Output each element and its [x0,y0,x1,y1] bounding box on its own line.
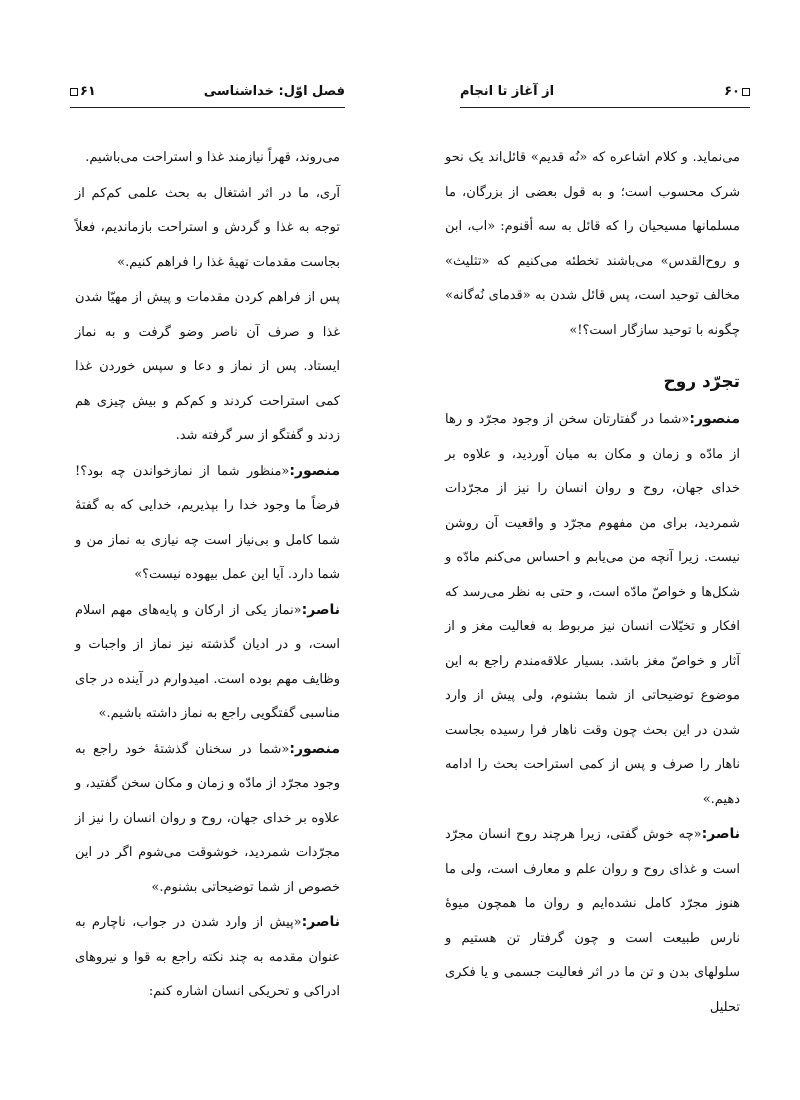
paragraph-text: می‌نماید. و کلام اشاعره که «نُه قدیم» قائل‌اند یک نحو شرک محسوب است؛ و به قول بعضی از بزرگان، ما مسلمانها مسیحیان را که قائل به سه أقنوم: «اب، ابن و روح‌القدس» می‌باشند تخطئه می‌کنیم که «تثلیث» مخالف توحید است، پس قائل شدن به «قدمای نُه‌گانه» چگونه با توحید سازگار است؟!» [445,150,740,338]
paragraph [75,593,340,732]
paragraph [445,140,740,348]
paragraph [75,454,340,593]
paragraph-text: «پیش از وارد شدن در جواب، ناچارم به عنوان مقدمه به چند نکته راجع به قوا و نیروهای ادراکی و تحریکی انسان اشاره کنم: [75,915,340,999]
speaker-label: ناصر: [701,826,740,842]
right-page-body [445,140,740,1025]
paragraph [75,732,340,906]
left-page-header [70,82,345,108]
paragraph-text: می‌روند، قهراً نیازمند غذا و استراحت می‌باشیم. [85,150,340,165]
right-page [400,0,800,1100]
paragraph [75,176,340,281]
paragraph-text: آری، ما در اثر اشتغال به بحث علمی کم‌کم از توجه به غذا و گردش و استراحت بازماندیم، فعلاً بجاست مقدمات تهیهٔ غذا را فراهم کنیم.» [75,185,340,270]
speaker-label: ناصر: [301,601,340,618]
speaker-label: منصور: [689,411,740,427]
speaker-label: منصور: [289,462,340,479]
paragraph-text: پس از فراهم کردن مقدمات و پیش از مهیّا شدن غذا و صرف آن ناصر وضو گرفت و به نماز ایستاد. پس از نماز و دعا و سپس خوردن غذا کمی استراحت کردند و کم‌کم و بیش چیزی هم زدند و گفتگو از سر گرفته شد. [75,290,340,443]
header-rule [70,107,345,108]
paragraph [75,280,340,454]
square-bullet-icon [742,88,750,96]
right-page-running-title: از آغاز تا انجام [460,84,555,99]
left-page-number: ۶۱ [80,84,96,99]
section-title: تجرّد روح [663,372,740,392]
speaker-label: منصور: [289,740,340,757]
left-page-running-title: فصل اوّل: خداشناسی [203,84,345,99]
paragraph-text: «نماز یکی از ارکان و پایه‌های مهم اسلام است، و در ادیان گذشته نیز نماز از واجبات و وظایف مهم بوده است. امیدوارم در آینده در جای مناسبی گفتگویی راجع به نماز داشته باشیم.» [75,602,340,721]
square-bullet-icon [70,88,78,96]
right-page-header [460,82,750,108]
paragraph [75,905,340,1010]
left-page-number-group [70,84,96,99]
paragraph [75,140,340,176]
speaker-label: ناصر: [301,914,340,930]
header-rule [460,107,750,108]
paragraph-text: «شما در گفتارتان سخن از وجود مجرّد و رها از مادّه و زمان و مکان به میان آوردید، و علاوه بر خدای جهان، روح و روان انسان را نیز از مجرّدات شمردید، برای من مفهوم مجرّد و واقعیت آن روشن نیست. زیرا آنچه من می‌یابم و احساس می‌کنم مادّه و شکل‌ها و خواصّ مادّه است، و حتی به نظر می‌رسد که افکار و تخیّلات انسان نیز مربوط به فعالیت مغز و از آثار و خواصّ مغز باشد. بسیار علاقه‌مندم راجع به این موضوع توضیحاتی از شما بشنوم، ولی پیش از وارد شدن در این بحث چون وقت ناهار فرا رسیده بجاست ناهار را صرف و پس از کمی استراحت بحث را ادامه دهیم.» [445,412,740,807]
paragraph-text: «شما در سخنان گذشتهٔ خود راجع به وجود مجرّد از مادّه و زمان و مکان سخن گفتید، و علاوه بر خدای جهان، روح و روان انسان را نیز از مجرّدات شمردید، خوشوقت می‌شوم اگر در این خصوص از شما توضیحاتی بشنوم.» [75,741,340,895]
right-page-number: ۶۰ [724,84,740,99]
paragraph [445,817,740,1025]
paragraph-text: «چه خوش گفتی، زیرا هرچند روح انسان مجرّد است و غذای روح و روان علم و معارف است، ولی ما هنوز مجرّد کامل نشده‌ایم و روان ما همچون میوهٔ نارس طبیعت است و چون گرفتار تن هستیم و سلولهای بدن و تن ما در اثر فعالیت جسمی و یا فکری تحلیل [445,827,740,1015]
paragraph [445,402,740,817]
paragraph-text: «منظور شما از نمازخواندن چه بود؟! فرضاً ما وجود خدا را بپذیریم، خدایی که به گفتهٔ شما کامل و بی‌نیاز است چه نیازی به نماز من و شما دارد. آیا این عمل بیهوده نیست؟» [75,463,340,582]
right-page-number-group [724,84,750,99]
left-page-body [75,140,340,1010]
